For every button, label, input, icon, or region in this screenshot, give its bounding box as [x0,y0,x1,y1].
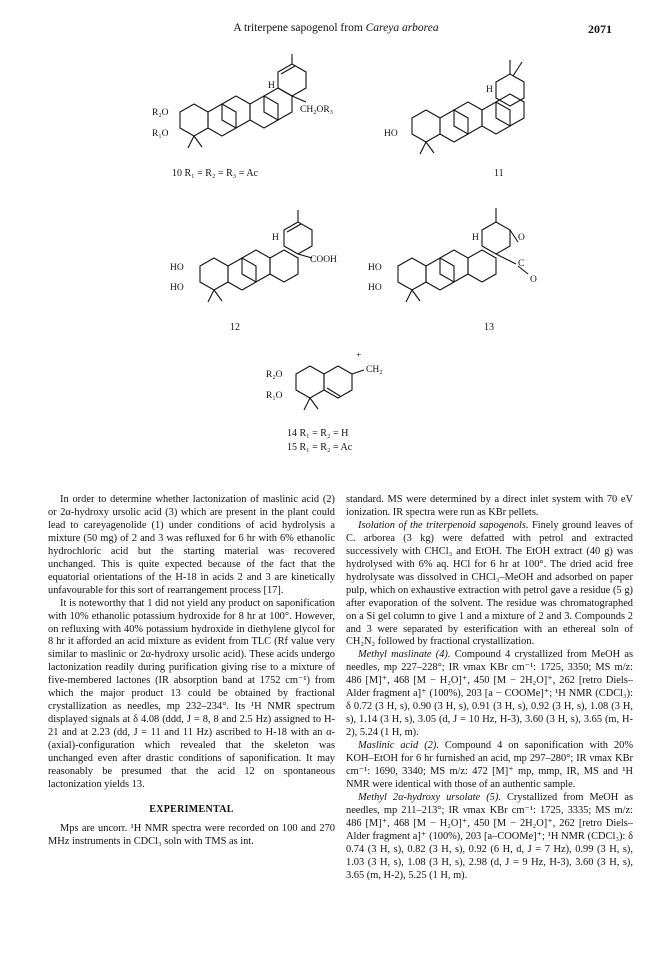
running-header [0,22,672,38]
compound-13-label: 13 [484,322,494,333]
svg-text:O: O [518,233,525,243]
paragraph-methyl-maslinate: Methyl maslinate (4). Compound 4 crystallized from MeOH as needles, mp 227–228°; IR νmax KBr cm⁻¹: 1725, 3350; MS m/z: 486 [M]⁺, 468 [M − H₂O]⁺, 450 [M − 2H₂O]⁺, 262 [retro Diels–Alder fragment a]⁺ (100%), 203 [a − COOMe]⁺; ¹H NMR (CDCl₃): δ 0.72 (3 H, s), 0.90 (3 H, s), 0.91 (3 H, s), 0.92 (3 H, s), 1.08 (3 H, s), 1.14 (3 H, s), 3.05 (d, J = 10 Hz, H-3), 3.60 (3 H, s), 3.65 (m, H-2), 5.24 (1 H, m). [346,649,633,739]
structure-11 [382,52,552,162]
paragraph-maslinic-acid: Maslinic acid (2). Compound 4 on saponification with 20% KOH–EtOH for 6 hr furnished an acid, mp 297–280°; IR νmax KBr cm⁻¹: 1690, 3340; MS m/z: 472 [M]⁺ mp, mmp, IR, MS and ¹H NMR were identical with those of an authentic sample. [346,740,633,790]
structure-13 [368,200,558,310]
page-number: 2071 [588,22,612,36]
right-column [346,494,633,883]
svg-text:H: H [272,233,279,243]
svg-text:H: H [268,81,275,91]
left-column [48,494,335,849]
svg-text:HO: HO [368,263,382,273]
paragraph-lactonization: In order to determine whether lactonization of maslinic acid (2) or 2α-hydroxy ursolic acid (3) which are present in the plant could lead to careyagenolide (1) under conditions of acid hydrolysis a mixture (50 mg) of 2 and 3 was refluxed for 6 hr with 6% ethanolic hydrochloric acid but the starting material was recovered unchanged. This is quite expected because of the fact that the equatorial orientations of the H-18 in acids 2 and 3 are kinetically unfavourable for this sort of rearrangement process [17]. [48,494,335,596]
section-heading-experimental: EXPERIMENTAL [149,803,234,815]
svg-text:+: + [356,351,362,361]
svg-text:R₁O: R₁O [152,129,169,139]
svg-text:O: O [530,275,537,285]
svg-text:HO: HO [170,263,184,273]
compound-15-label: 15 R₁ = R₂ = Ac [287,442,353,453]
svg-text:R₂O: R₂O [266,370,283,380]
structure-14-15 [266,352,406,422]
paragraph-saponification: It is noteworthy that 1 did not yield any product on saponification with 10% ethanolic potassium hydroxide for 8 hr at 100°. However, on refluxing with 40% potassium hydroxide in diethylene glycol for 8 hr it afforded an acid mixture as evident from TLC (Rf value very similar to maslinic or 2α-hydroxy ursolic acid). These acids undergo lactonization readily during purification giving rise to a mixture of five-membered lactones (IR absorption band at 1752 cm⁻¹) from which the major product 13 could be obtained by fractional crystallization as needles, mp 232–234°. Its ¹H NMR spectrum displayed signals at δ 4.08 (ddd, J = 8, 8 and 2.5 Hz) assigned to H-21 and at 2.23 (dd, J = 11 and 11 Hz) ascribed to H-18 with an α-(axial)-configuration which revealed that the skeleton was unchanged even after drastic conditions of saponification. It may reasonably be presumed that the acid 12 on spontaneous lactonization yields 13. [48,597,335,790]
compound-14-label: 14 R₁ = R₂ = H [287,428,349,439]
svg-text:COOH: COOH [310,255,337,265]
paragraph-methods: Mps are uncorr. ¹H NMR spectra were recorded on 100 and 270 MHz instruments in CDCl₃ soln with TMS as int. [48,822,335,847]
paragraph-standard: standard. MS were determined by a direct inlet system with 70 eV ionization. IR spectra were run as KBr pellets. [346,494,633,518]
svg-text:CH₂OR₃: CH₂OR₃ [300,105,334,115]
compound-12-label: 12 [230,322,240,333]
structure-10 [150,52,340,162]
svg-text:H: H [472,233,479,243]
running-title: A triterpene sapogenol from Careya arborea [233,22,439,34]
svg-text:HO: HO [368,283,382,293]
svg-text:HO: HO [384,129,398,139]
svg-text:R₂O: R₂O [152,108,169,118]
svg-text:H: H [486,85,493,95]
svg-text:CH₂: CH₂ [366,365,383,375]
structure-12 [170,200,340,310]
svg-text:HO: HO [170,283,184,293]
svg-text:R₁O: R₁O [266,391,283,401]
paragraph-methyl-ursolate: Methyl 2α-hydroxy ursolate (5). Crystallized from MeOH as needles, mp 211–213°; IR νmax KBr cm⁻¹: 1725, 3335; MS m/z: 486 [M]⁺, 468 [M − H₂O]⁺, 450 [M − 2H₂O]⁺, 262 [retro Diels–Alder fragment a]⁺ (100%), 203 [a–COOMe]⁺; ¹H NMR (CDCl₃): δ 0.74 (3 H, s), 0.82 (3 H, s), 0.92 (6 H, d, J = 7 Hz), 0.99 (3 H, s), 1.03 (3 H, s), 1.08 (3 H, s), 2.98 (d, J = 9 Hz, H-3), 3.60 (3 H, s), 3.65 (m, H-2), 5.25 (1 H, m). [346,791,633,881]
svg-text:C: C [518,259,525,269]
compound-10-label: 10 R₁ = R₂ = R₃ = Ac [172,168,258,179]
compound-11-label: 11 [494,168,504,179]
paragraph-isolation: Isolation of the triterpenoid sapogenols. Finely ground leaves of C. arborea (3 kg) were defatted with petrol and extracted successively with CHCl₃ and EtOH. The EtOH extract (40 g) was hydrolysed with 6% aq. HCl for 6 hr at 100°. The dried acid free hydrolysate was dissolved in CHCl₃–MeOH and adsorbed on paper pulp, which on exhaustive extraction with petrol gave a residue (5 g) after evaporation of the solvent. The residue was chromatographed on a Si gel column to give 1 and a mixture of 2 and 3. Compounds 2 and 3 were separated by esterification with an ethereal soln of CH₂N₂ followed by fractional crystallization. [346,519,634,648]
